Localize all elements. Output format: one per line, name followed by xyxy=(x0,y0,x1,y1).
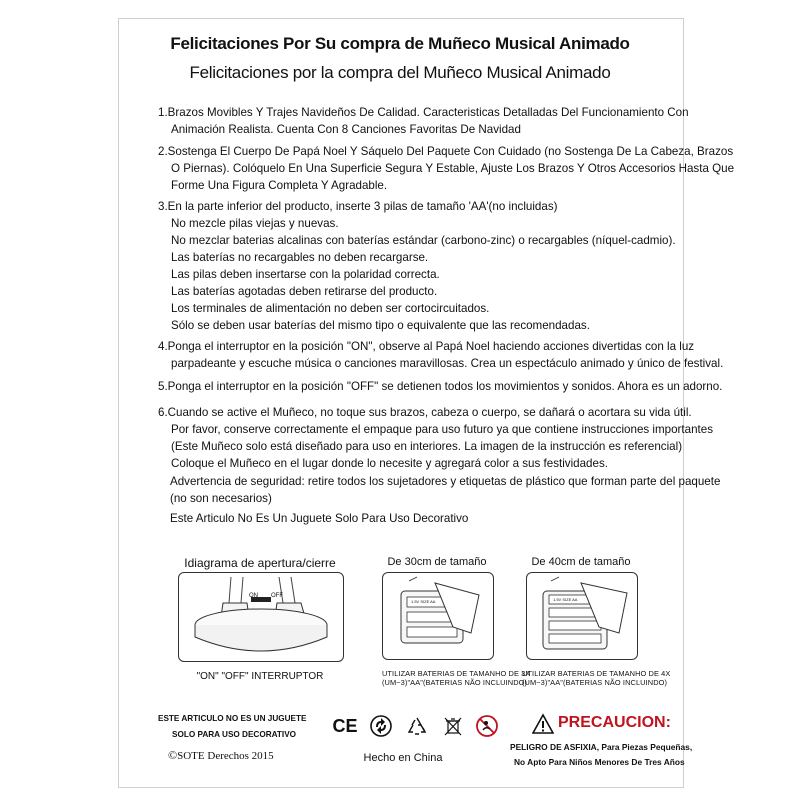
item-6-line-1: 6.Cuando se active el Muñeco, no toque sus brazos, cabeza o cuerpo, se dañará o acortara su vida útil. xyxy=(158,406,692,419)
item-6-line-2: Por favor, conserve correctamente el empaque para uso futuro ya que contiene instrucciones importantes xyxy=(171,423,713,436)
item-3-line-5: Las pilas deben insertarse con la polaridad correcta. xyxy=(171,268,440,281)
battery-label-30cm: 1.5V SIZE AA xyxy=(411,599,436,604)
item-6-line-3: (Este Muñeco solo está diseñado para uso en interiores. La imagen de la instrucción es referencial) xyxy=(171,440,683,453)
item-4-line-2: parpadeante y escuche música o canciones maravillosas. Crea un espectáculo animado y único de festival. xyxy=(171,357,724,370)
battery-40cm-caption-2: (UM~3)"AA"(BATERIAS NÃO INCLUINDO) xyxy=(522,678,668,687)
switch-diagram xyxy=(178,572,344,662)
switch-base-drawing xyxy=(179,573,343,661)
item-3-line-7: Los terminales de alimentación no deben ser cortocircuitados. xyxy=(171,302,490,315)
item-6-line-4: Coloque el Muñeco en el lugar donde lo necesite y agregará color a sus festividades. xyxy=(171,457,608,470)
item-5-line-1: 5.Ponga el interruptor en la posición "OFF" se detienen todos los movimientos y sonidos. Ahora es un adorno. xyxy=(158,380,723,393)
item-4-line-1: 4.Ponga el interruptor en la posición "ON", observe al Papá Noel haciendo acciones divertidas con la luz xyxy=(158,340,695,353)
item-2-line-2: O Piernas). Colóquelo En Una Superficie Segura Y Estable, Ajuste Los Brazos Y Otros Accesorios Hasta Que xyxy=(171,162,735,175)
item-3-line-3: No mezclar baterias alcalinas con baterías estándar (carbono-zinc) o recargables (níquel-cadmio). xyxy=(171,234,676,247)
switch-on-label: ON xyxy=(249,593,258,599)
instruction-item-6 xyxy=(158,404,713,472)
switch-caption: "ON" "OFF" INTERRUPTOR xyxy=(196,671,324,682)
battery-compartment-40cm xyxy=(526,572,638,660)
safety-line-1: Advertencia de seguridad: retire todos los sujetadores y etiquetas de plástico que forman parte del paquete xyxy=(170,475,721,488)
item-1-line-1: 1.Brazos Movibles Y Trajes Navideños De Calidad. Caracteristicas Detalladas Del Funcionamiento Con xyxy=(158,106,689,119)
ce-mark-icon: CE xyxy=(332,715,358,736)
safety-warning xyxy=(170,473,721,507)
no-children-icon xyxy=(476,715,498,737)
item-3-line-2: No mezcle pilas viejas y nuevas. xyxy=(171,217,339,230)
item-3-line-4: Las baterías no recargables no deben recargarse. xyxy=(171,251,429,264)
item-2-line-1: 2.Sostenga El Cuerpo De Papá Noel Y Sáquelo Del Paquete Con Cuidado (no Sostenga De La Cabeza, Brazos xyxy=(158,145,734,158)
battery-30cm-caption-2: (UM~3)"AA"(BATERIAS NÃO INCLUINDO) xyxy=(382,678,528,687)
battery-40cm-caption-1: UTILIZAR BATERIAS DE TAMANHO DE 4X xyxy=(522,669,671,678)
decorative-note: Este Articulo No Es Un Juguete Solo Para Uso Decorativo xyxy=(170,512,469,525)
instruction-item-5 xyxy=(158,378,723,395)
green-dot-icon xyxy=(370,715,392,737)
size-30cm-title: De 30cm de tamaño xyxy=(387,556,487,568)
battery-30cm-drawing xyxy=(383,573,493,659)
title-line-2: Felicitaciones por la compra del Muñeco Musical Animado xyxy=(189,63,611,82)
item-3-line-6: Las baterías agotadas deben retirarse del producto. xyxy=(171,285,438,298)
item-3-line-1: 3.En la parte inferior del producto, inserte 3 pilas de tamaño 'AA'(no incluidas) xyxy=(158,200,558,213)
copyright-text: SOTE Derechos 2015 xyxy=(177,750,274,762)
battery-label-40cm: 1.5V SIZE AA xyxy=(553,597,578,602)
caution-line-1: PELIGRO DE ASFIXIA, Para Piezas Pequeñas, xyxy=(510,742,693,752)
copyright xyxy=(168,748,274,763)
not-toy-line-1: ESTE ARTICULO NO ES UN JUGUETE xyxy=(158,714,307,723)
battery-40cm-drawing xyxy=(527,573,637,659)
not-toy-line-2: SOLO PARA USO DECORATIVO xyxy=(172,730,297,739)
caution-line-2: No Apto Para Niños Menores De Tres Años xyxy=(514,757,685,767)
size-40cm-title: De 40cm de tamaño xyxy=(531,556,631,568)
made-in: Hecho en China xyxy=(363,752,443,764)
recycle-icon xyxy=(406,715,428,737)
title-line-1: Felicitaciones Por Su compra de Muñeco Musical Animado xyxy=(170,34,630,53)
safety-line-2: (no son necesarios) xyxy=(170,492,272,505)
switch-diagram-title: Idiagrama de apertura/cierre xyxy=(184,556,336,570)
weee-bin-icon xyxy=(442,715,464,737)
instruction-item-4 xyxy=(158,338,724,372)
copyright-icon: © xyxy=(168,748,178,762)
switch-off-label: OFF xyxy=(271,593,283,599)
caution-title: PRECAUCION: xyxy=(558,714,671,731)
instruction-item-3 xyxy=(158,198,680,334)
battery-30cm-caption-1: UTILIZAR BATERIAS DE TAMANHO DE 3X xyxy=(382,669,531,678)
instruction-item-1 xyxy=(158,104,689,138)
warning-triangle-icon xyxy=(532,713,554,735)
battery-compartment-30cm xyxy=(382,572,494,660)
item-3-line-8: Sólo se deben usar baterías del mismo tipo o equivalente que las recomendadas. xyxy=(171,319,590,332)
item-2-line-3: Forme Una Figura Completa Y Agradable. xyxy=(171,179,388,192)
instruction-item-2 xyxy=(158,143,735,194)
item-1-line-2: Animación Realista. Cuenta Con 8 Canciones Favoritas De Navidad xyxy=(171,123,521,136)
